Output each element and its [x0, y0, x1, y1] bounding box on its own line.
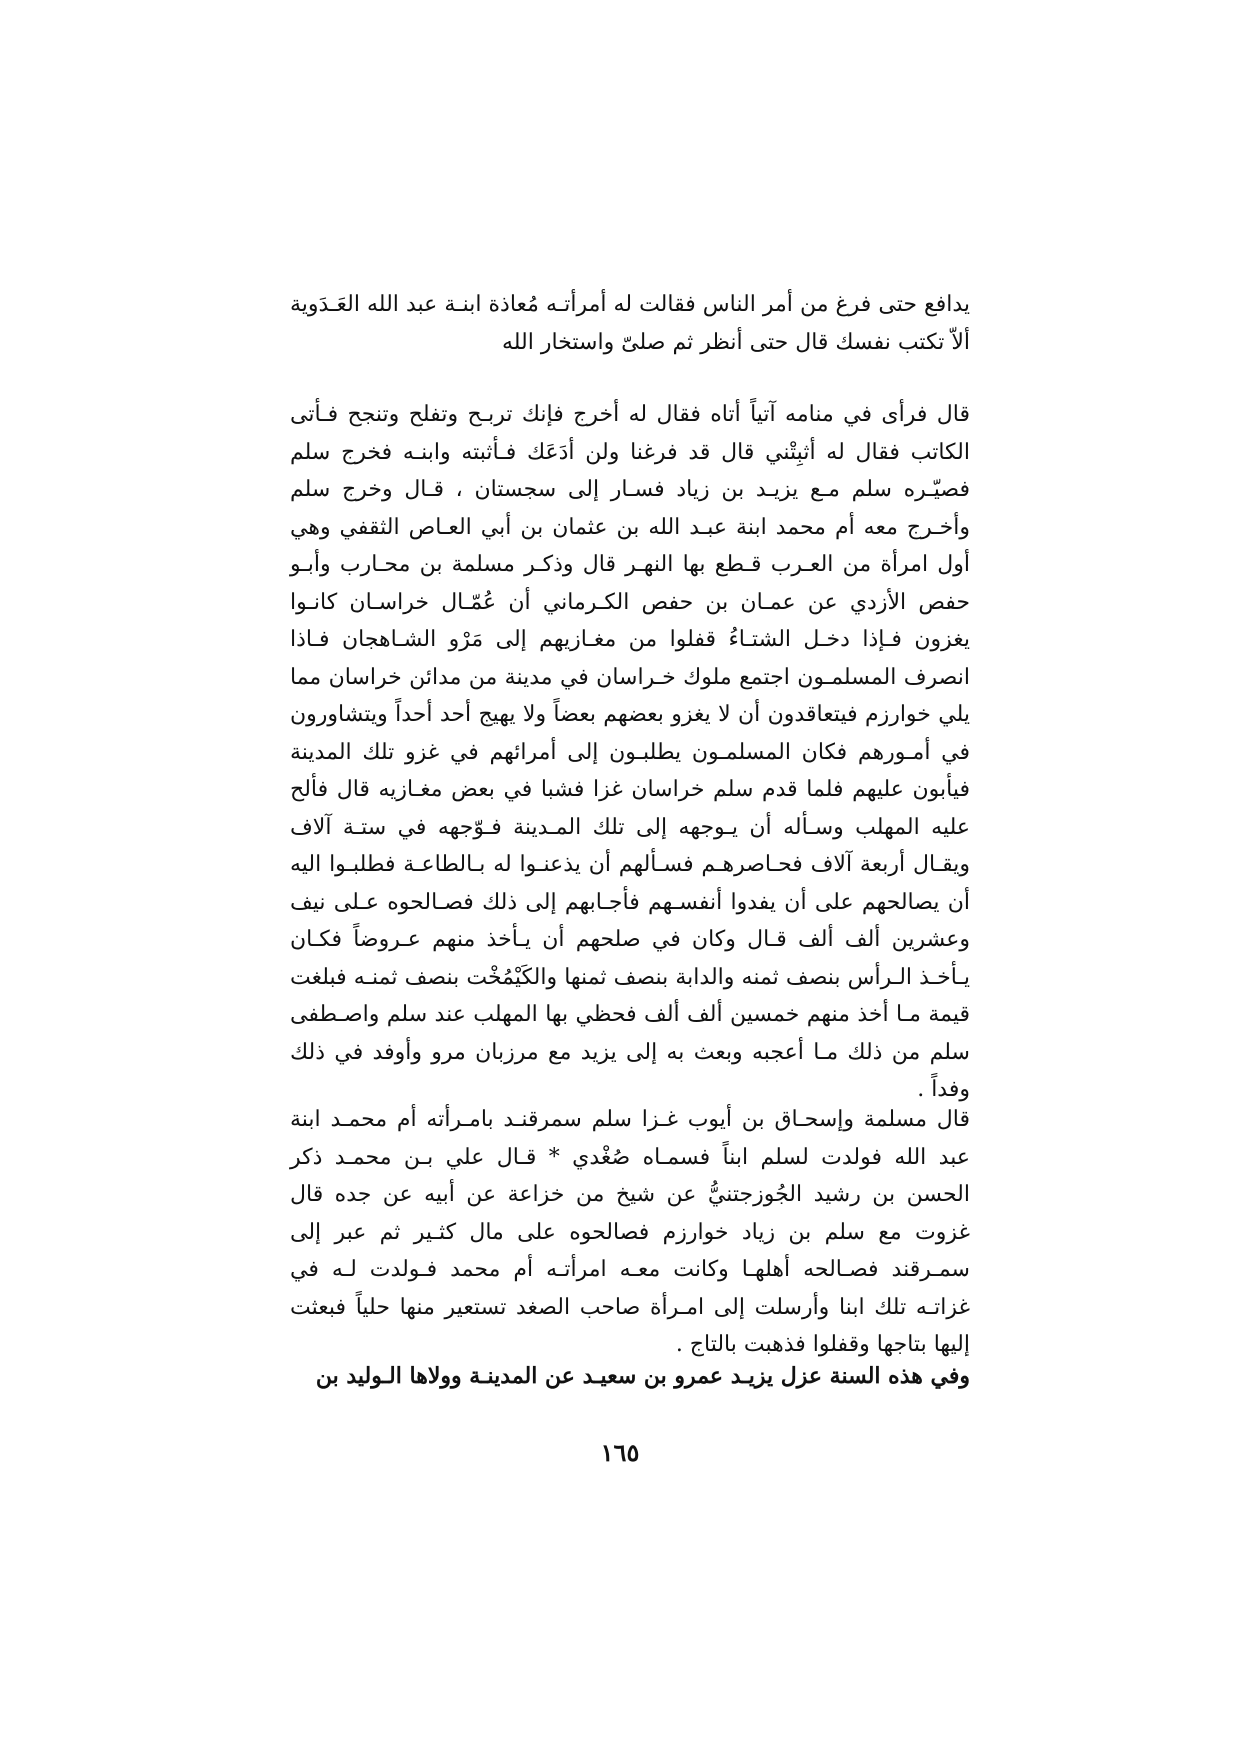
- paragraph-3: قال مسلمة وإسحـاق بن أيوب غـزا سلم سمرقنـد بامـرأته أم محمـد ابنة عبد الله فولدت لسلم ابناً فسمـاه صُغْدي * قـال علي بـن محمـد ذكر الحسن بن رشيد الجُوزجتنيُّ عن شيخ من خزاعة عن أبيه عن جده قال غزوت مع سلم بن زياد خوارزم فصالحوه على مال كثـير ثم عبر إلى سمـرقند فصـالحه أهلهـا وكانت معـه امرأتـه أم محمد فـولدت لـه في غزاتـه تلك ابنا وأرسلت إلى امـرأة صاحب الصغد تستعير منها حلياً فبعثت إليها بتاجها وقفلوا فذهبت بالتاج .: [290, 1107, 970, 1357]
- paragraph-1: يدافع حتى فرغ من أمر الناس فقالت له أمرأتـه مُعاذة ابنـة عبد الله العَـدَوية ألاّ تكتب نفسك قال حتى أنظر ثم صلىّ واستخار الله: [290, 292, 970, 355]
- paragraph-4: وفي هذه السنة عزل يزيـد عمرو بن سعيـد عن المدينـة وولاها الـوليد بن: [315, 1363, 970, 1389]
- page-number: ١٦٥: [600, 1438, 640, 1467]
- paragraph-2: قال فرأى في منامه آتياً أتاه فقال له أخرج فإنك تربـح وتفلح وتنجح فـأتى الكاتب فقال له أثبِتْني قال قد فرغنا ولن أدَعَك فـأثبته وابنـه فخرج سلم فصيّـره سلم مـع يزيـد بن زياد فسـار إلى سجستان ، قـال وخرج سلم وأخـرج معه أم محمد ابنة عبـد الله بن عثمان بن أبي العـاص الثقفي وهي أول امرأة من العـرب قـطع بها النهـر قال وذكـر مسلمة بن محـارب وأبـو حفص الأزدي عن عمـان بن حفص الكـرماني أن عُمّـال خراسـان كانـوا يغزون فـإذا دخـل الشتـاءُ قفلوا من مغـازيهم إلى مَرْو الشـاهجان فـاذا انصرف المسلمـون اجتمع ملوك خـراسان في مدينة من مدائن خراسان مما يلي خوارزم فيتعاقدون أن لا يغزو بعضهم بعضاً ولا يهيج أحد أحداً ويتشاورون في أمـورهم فكان المسلمـون يطلبـون إلى أمرائهم في غزو تلك المدينة فيأبون عليهم فلما قدم سلم خراسان غزا فشبا في بعض مغـازيه قال فألح عليه المهلب وسـأله أن يـوجهه إلى تلك المـدينة فـوّجهه في ستـة آلاف ويقـال أربعة آلاف فحـاصرهـم فسـألهم أن يذعنـوا له بـالطاعـة فطلبـوا اليه أن يصالحهم على أن يفدوا أنفسـهم فأجـابهم إلى ذلك فصـالحوه عـلى نيف وعشرين ألف ألف قـال وكان في صلحهم أن يـأخذ منهم عـروضاً فكـان يـأخـذ الـرأس بنصف ثمنه والدابة بنصف ثمنها والكَيْمُخْت بنصف ثمنـه فبلغت قيمة مـا أخذ منهم خمسين ألف ألف فحظي بها المهلب عند سلم واصـطفى سلم من ذلك مـا أعجبه وبعث به إلى يزيد مع مرزبان مرو وأوفد في ذلك وفداً .: [290, 402, 970, 1102]
